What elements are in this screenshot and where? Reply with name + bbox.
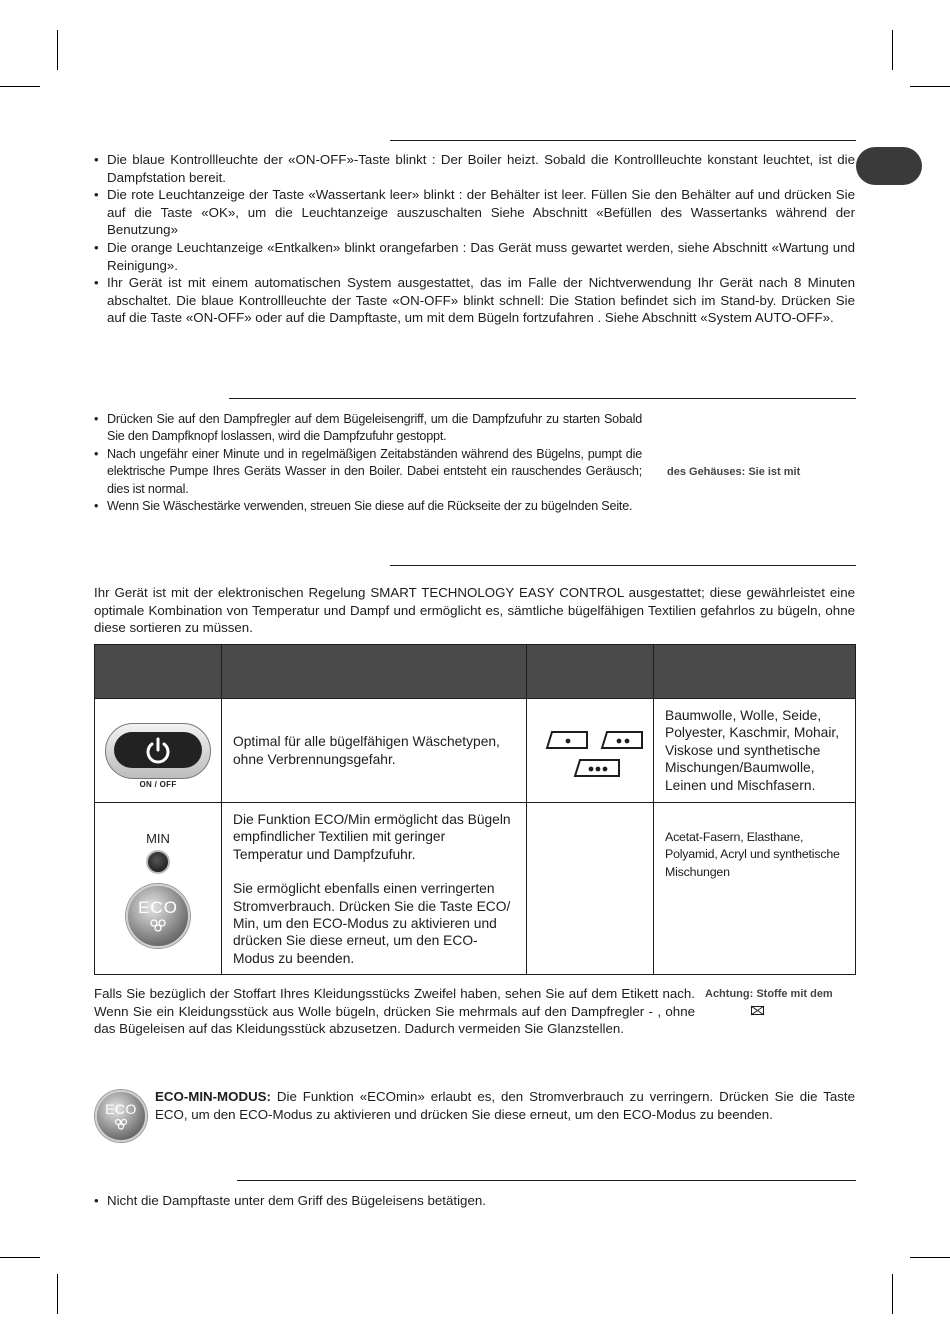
- crop-mark: [57, 1274, 58, 1314]
- section-rule: [237, 1180, 856, 1181]
- list-item: • Nach ungefähr einer Minute und in regelmäßigen Zeitabständen während des Bügelns, pumpt die elektrische Pumpe Ihres Geräts Wasser in den Boiler. Dabei entsteht ein rauschendes Geräusch; dies ist normal.: [94, 446, 642, 498]
- min-indicator-light: [146, 850, 170, 874]
- steam-drop-icon: [148, 918, 168, 932]
- crop-mark: [910, 86, 950, 87]
- eco-button-icon: [95, 1090, 147, 1142]
- list-item: • Die rote Leuchtanzeige der Taste «Wassertank leer» blinkt : der Behälter ist leer. Füllen Sie den Behälter auf und drücken Sie auf die Taste «OK», um die Leuchtanzeige auszuschalten Siehe Abschnitt «Befüllen des Wassertanks während der Benutzung»: [94, 186, 855, 239]
- section-rule: [390, 565, 856, 566]
- min-label: MIN: [146, 831, 170, 846]
- list-item: • Wenn Sie Wäschestärke verwenden, streuen Sie diese auf die Rückseite der zu bügelnden Seite.: [94, 498, 642, 515]
- fabric-advice-paragraph: Falls Sie bezüglich der Stoffart Ihres Kleidungsstücks Zweifel haben, sehen Sie auf dem Etikett nach. Wenn Sie ein Kleidungsstück aus Wolle bügeln, drücken Sie mehrmals auf den Dampfregler - , ohne das Bügeleisen auf das Kleidungsstück abzusetzen. Dadurch vermeiden Sie Glanzstellen.: [94, 986, 695, 1037]
- on-off-label: ON / OFF: [139, 779, 177, 789]
- language-tab-badge: [856, 147, 922, 185]
- table-header-cell: [222, 645, 527, 699]
- table-cell: [527, 699, 654, 803]
- eco-icon-label: ECO: [105, 1101, 137, 1117]
- table-row: [95, 803, 856, 975]
- mode-description: Sie ermöglicht ebenfalls einen verringerten Stromverbrauch. Drücken Sie die Taste ECO/ Min, um den ECO-Modus zu aktivieren und drücken Sie diese erneut, um den ECO-Modus zu beenden.: [233, 881, 511, 966]
- table-cell: [95, 699, 222, 803]
- table-cell: [527, 803, 654, 975]
- list-item: • Die blaue Kontrollleuchte der «ON-OFF»-Taste blinkt : Der Boiler heizt. Sobald die Kontrollleuchte konstant leuchtet, ist die Dampfstation bereit.: [94, 151, 855, 186]
- fabric-list: Acetat-Fasern, Elasthane, Polyamid, Acryl und synthetische Mischungen: [665, 830, 840, 879]
- steam-list: [94, 411, 642, 515]
- iron-one-dot-icon: [547, 732, 587, 748]
- table-cell: [654, 699, 856, 803]
- list-item: • Nicht die Dampftaste unter dem Griff des Bügeleisens betätigen.: [94, 1192, 855, 1210]
- table-cell: [222, 803, 527, 975]
- fabric-list: Baumwolle, Wolle, Seide, Polyester, Kaschmir, Mohair, Viskose und synthetische Mischungen/Baumwolle, Leinen und Mischfasern.: [665, 707, 840, 793]
- list-item: • Ihr Gerät ist mit einem automatischen System ausgestattet, das im Falle der Nichtverwendung Ihr Gerät nach 8 Minuten abschaltet. Die blaue Kontrollleuchte der Taste «ON-OFF» blinkt schnell: Die Station befindet sich im Stand-by. Drücken Sie auf die Taste «ON-OFF» oder auf die Dampftaste, um mit dem Bügeln fortzufahren . Siehe Abschnitt «System AUTO-OFF».: [94, 274, 855, 327]
- eco-min-heading: ECO-MIN-MODUS:: [155, 1089, 271, 1104]
- iron-three-dot-icon: [575, 760, 619, 776]
- eco-min-text: Die Funktion «ECOmin» erlaubt es, den Stromverbrauch zu verringern. Drücken Sie die Taste ECO, um den ECO-Modus zu aktivieren und drücken Sie diese erneut, um den ECO-Modus zu beenden.: [155, 1089, 855, 1122]
- crop-mark: [910, 1257, 950, 1258]
- power-icon: [114, 732, 202, 768]
- steam-drop-icon: [113, 1118, 129, 1130]
- crop-mark: [892, 1274, 893, 1314]
- table-cell: [654, 803, 856, 975]
- side-note: des Gehäuses: Sie ist mit: [667, 466, 801, 478]
- table-header-cell: [527, 645, 654, 699]
- table-row: [95, 699, 856, 803]
- table-cell: [95, 803, 222, 975]
- table-cell: [222, 699, 527, 803]
- eco-label: ECO: [138, 898, 178, 917]
- no-steam-icon: [750, 1005, 766, 1017]
- section-rule: [390, 140, 856, 141]
- on-off-button-illustration: [105, 723, 211, 789]
- list-item: • Drücken Sie auf den Dampfregler auf dem Bügeleisengriff, um die Dampfzufuhr zu starten Sobald Sie den Dampfknopf loslassen, wird die Dampfzufuhr gestoppt.: [94, 411, 642, 446]
- crop-mark: [57, 30, 58, 70]
- mode-description: Die Funktion ECO/Min ermöglicht das Bügeln empfindlicher Textilien mit geringer Temperatur und Dampfzufuhr.: [233, 812, 511, 862]
- mode-table: [94, 644, 856, 975]
- intro-paragraph: Ihr Gerät ist mit der elektronischen Regelung SMART TECHNOLOGY EASY CONTROL ausgestattet; diese gewährleistet eine optimale Kombination von Temperatur und Dampf und ermöglicht es, sämtliche bügelfähigen Textilien gefahrlos zu bügeln, ohne diese sortieren zu müssen.: [94, 585, 855, 636]
- crop-mark: [892, 30, 893, 70]
- iron-two-dot-icon: [602, 732, 642, 748]
- section-rule: [229, 398, 856, 399]
- list-item: • Die orange Leuchtanzeige «Entkalken» blinkt orangefarben : Das Gerät muss gewartet werden, siehe Abschnitt «Wartung und Reinigung».: [94, 239, 855, 274]
- crop-mark: [0, 1257, 40, 1258]
- indicator-list: [94, 151, 855, 327]
- side-note: Achtung: Stoffe mit dem: [705, 988, 833, 1000]
- mode-description: Optimal für alle bügelfähigen Wäschetypen, ohne Verbrennungsgefahr.: [233, 734, 500, 767]
- crop-mark: [0, 86, 40, 87]
- table-header-cell: [654, 645, 856, 699]
- iron-temperature-icons: [535, 716, 645, 786]
- eco-min-paragraph: [155, 1088, 855, 1123]
- table-header-row: [95, 645, 856, 699]
- warning-list: [94, 1192, 855, 1210]
- table-header-cell: [95, 645, 222, 699]
- eco-button-illustration: [126, 884, 190, 948]
